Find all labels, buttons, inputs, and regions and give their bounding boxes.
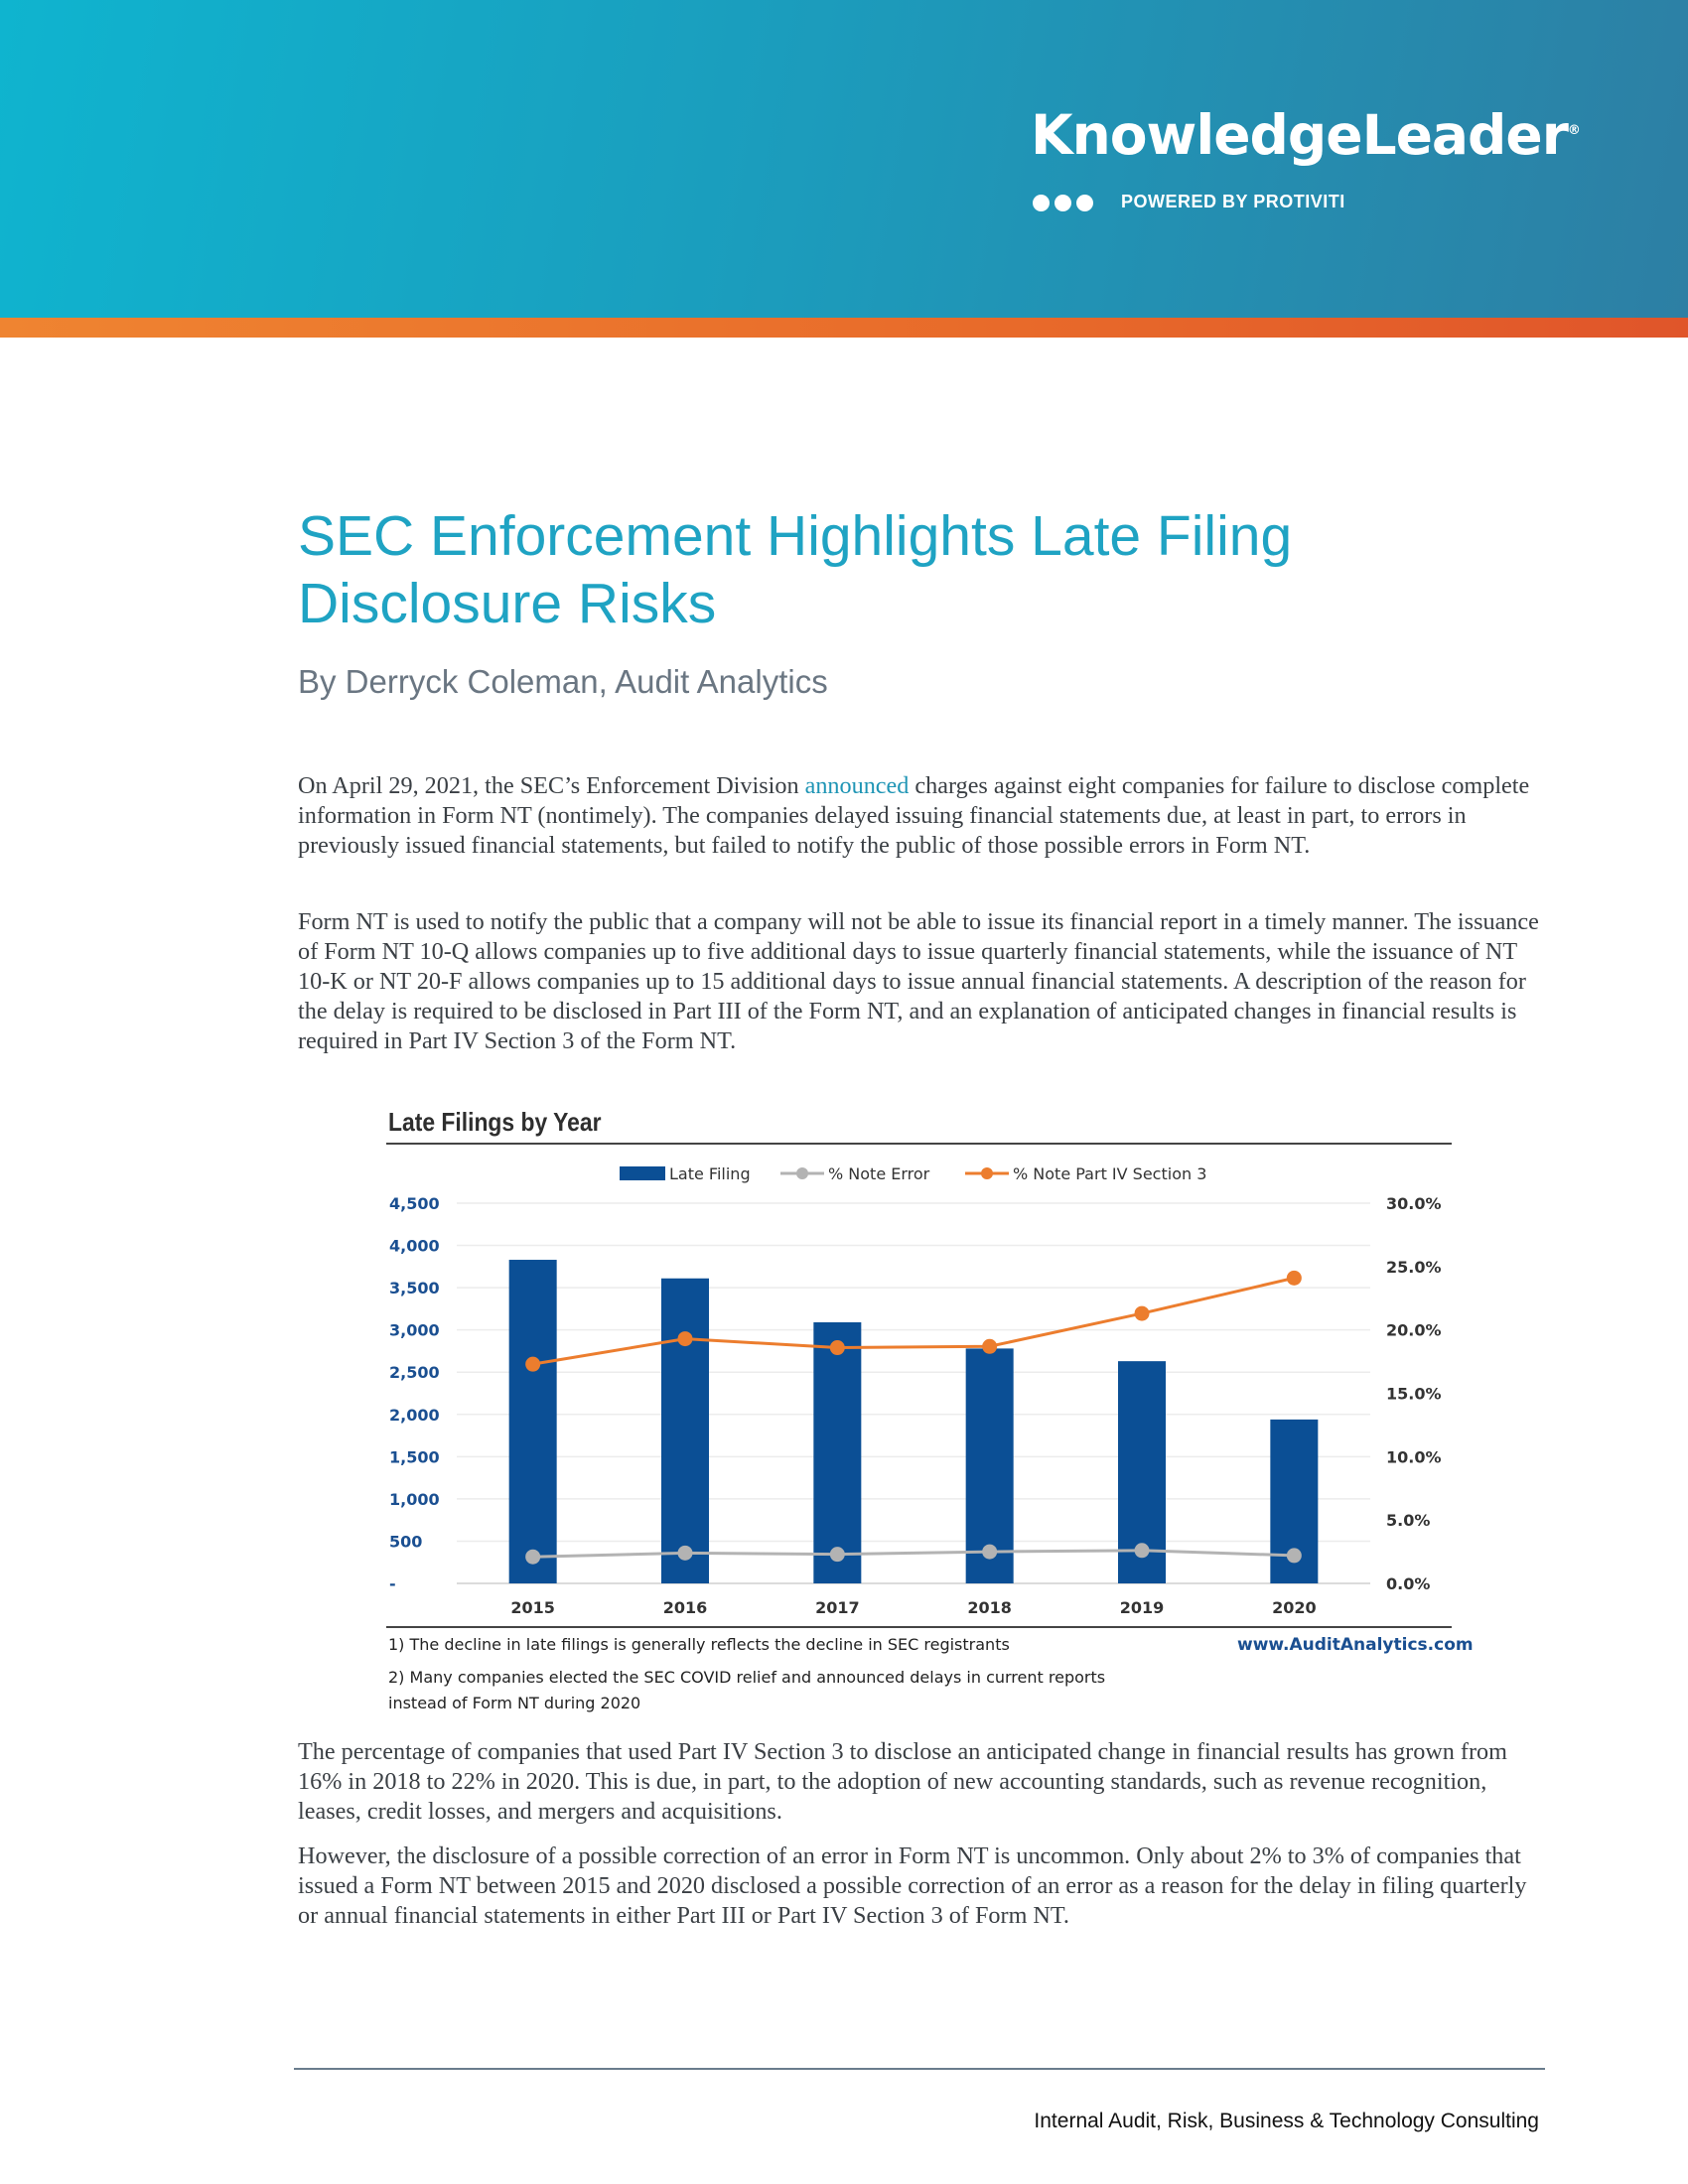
brand-tagline: POWERED BY PROTIVITI (1121, 192, 1345, 211)
left-axis-tick-label: 3,000 (389, 1320, 440, 1340)
left-axis-tick-label: 4,000 (389, 1236, 440, 1256)
point-part-iv-section-3 (830, 1340, 845, 1355)
right-axis-tick-label: 10.0% (1386, 1447, 1442, 1467)
left-axis-tick-label: 1,000 (389, 1489, 440, 1509)
legend-swatch-marker (981, 1167, 993, 1179)
line-note-error (533, 1551, 1295, 1557)
chart-title: Late Filings by Year (388, 1107, 602, 1137)
x-axis-tick-label: 2019 (1119, 1598, 1165, 1617)
point-part-iv-section-3 (525, 1357, 540, 1372)
paragraph-4: However, the disclosure of a possible correction of an error in Form NT is uncommon. Only about 2% to 3% of companies that issued a Form NT between 2015 and 2020 disclosed a possible correction of an error as a reason for the delay in filing quarterly or annual financial statements in either Part III or Part IV Section 3 of Form NT. (298, 1843, 1527, 1929)
brand-logo (1031, 103, 1580, 167)
point-part-iv-section-3 (678, 1331, 693, 1346)
point-part-iv-section-3 (982, 1339, 997, 1354)
right-axis-tick-label: 5.0% (1386, 1511, 1431, 1531)
left-axis-tick-label: 1,500 (389, 1447, 440, 1467)
chart-note-1: 1) The decline in late filings is generally reflects the decline in SEC registrants (388, 1635, 1010, 1654)
point-note-error (830, 1547, 845, 1562)
line-part-iv-section-3 (533, 1278, 1295, 1364)
legend-label: % Note Error (828, 1164, 930, 1183)
right-axis-tick-label: 0.0% (1386, 1574, 1431, 1593)
article-title: SEC Enforcement Highlights Late Filing Disclosure Risks (298, 504, 1293, 635)
legend-swatch-marker (796, 1167, 808, 1179)
left-axis-tick-label: 500 (389, 1532, 423, 1552)
paragraph-2: Form NT is used to notify the public that a company will not be able to issue its financial report in a timely manner. The issuance of Form NT 10-Q allows companies up to five additional days to issue quarterly financial statements, while the issuance of NT 10-K or NT 20-F allows companies up to 15 additional days to issue annual financial statements. A description of the reason for the delay is required to be disclosed in Part III of the Form NT, and an explanation of anticipated changes in financial results is required in Part IV Section 3 of the Form NT. (298, 908, 1539, 1054)
x-axis-tick-label: 2016 (662, 1598, 708, 1617)
left-axis-tick-label: - (389, 1574, 396, 1593)
brand-name: KnowledgeLeader (1031, 103, 1568, 167)
bar-late-filing (509, 1260, 557, 1583)
left-axis-tick-label: 2,000 (389, 1405, 440, 1425)
paragraph-3: The percentage of companies that used Part IV Section 3 to disclose an anticipated change in financial results has grown from 16% in 2018 to 22% in 2020. This is due, in part, to the adoption of new accounting standards, such as revenue recognition, leases, credit losses, and mergers and acquisitions. (298, 1738, 1507, 1825)
chart-bottom-rule (386, 1626, 1452, 1628)
header-banner (0, 0, 1688, 318)
left-axis-tick-label: 4,500 (389, 1194, 440, 1213)
registered-mark: ® (1567, 123, 1580, 138)
left-axis-tick-label: 3,500 (389, 1279, 440, 1298)
bar-late-filing (661, 1279, 709, 1583)
x-axis-tick-label: 2018 (967, 1598, 1012, 1617)
right-axis-tick-label: 15.0% (1386, 1384, 1442, 1404)
header-accent-band (0, 318, 1688, 338)
legend-label: Late Filing (669, 1164, 751, 1183)
chart-note-2: 2) Many companies elected the SEC COVID relief and announced delays in current reports (388, 1668, 1106, 1687)
paragraph-1-start: On April 29, 2021, the SEC’s Enforcement Division (298, 772, 805, 799)
footer-text: Internal Audit, Risk, Business & Technology Consulting (1034, 2110, 1539, 2132)
footer-rule (294, 2068, 1545, 2070)
point-note-error (678, 1546, 693, 1561)
point-note-error (1135, 1543, 1150, 1558)
right-axis-tick-label: 20.0% (1386, 1320, 1442, 1340)
x-axis-tick-label: 2015 (510, 1598, 555, 1617)
announced-link[interactable]: announced (804, 772, 910, 799)
left-axis-tick-label: 2,500 (389, 1363, 440, 1383)
chart-top-rule (386, 1143, 1452, 1145)
legend-label: % Note Part IV Section 3 (1013, 1164, 1207, 1183)
x-axis-tick-label: 2020 (1272, 1598, 1317, 1617)
brand-dots-icon (1033, 195, 1098, 216)
chart-note-2-cont: instead of Form NT during 2020 (388, 1694, 641, 1712)
x-axis-tick-label: 2017 (815, 1598, 860, 1617)
right-axis-tick-label: 30.0% (1386, 1194, 1442, 1213)
right-axis-tick-label: 25.0% (1386, 1257, 1442, 1277)
point-note-error (1287, 1548, 1302, 1563)
bar-late-filing (813, 1322, 861, 1583)
article-byline: By Derryck Coleman, Audit Analytics (298, 663, 828, 700)
paragraph-1-end: charges against eight companies for failure to disclose complete information in Form NT (nontimely). The companies delayed issuing financial statements due, at least in part, to errors in previously issued financial statements, but failed to notify the public of those possible errors in Form NT. (298, 772, 1530, 859)
chart-source-link[interactable]: www.AuditAnalytics.com (1237, 1635, 1474, 1655)
point-part-iv-section-3 (1135, 1306, 1150, 1321)
legend-swatch-late-filing (620, 1166, 665, 1180)
paragraph-1 (298, 771, 1549, 861)
point-part-iv-section-3 (1287, 1271, 1302, 1286)
late-filings-chart (377, 1152, 1450, 1628)
point-note-error (982, 1545, 997, 1560)
point-note-error (525, 1550, 540, 1565)
